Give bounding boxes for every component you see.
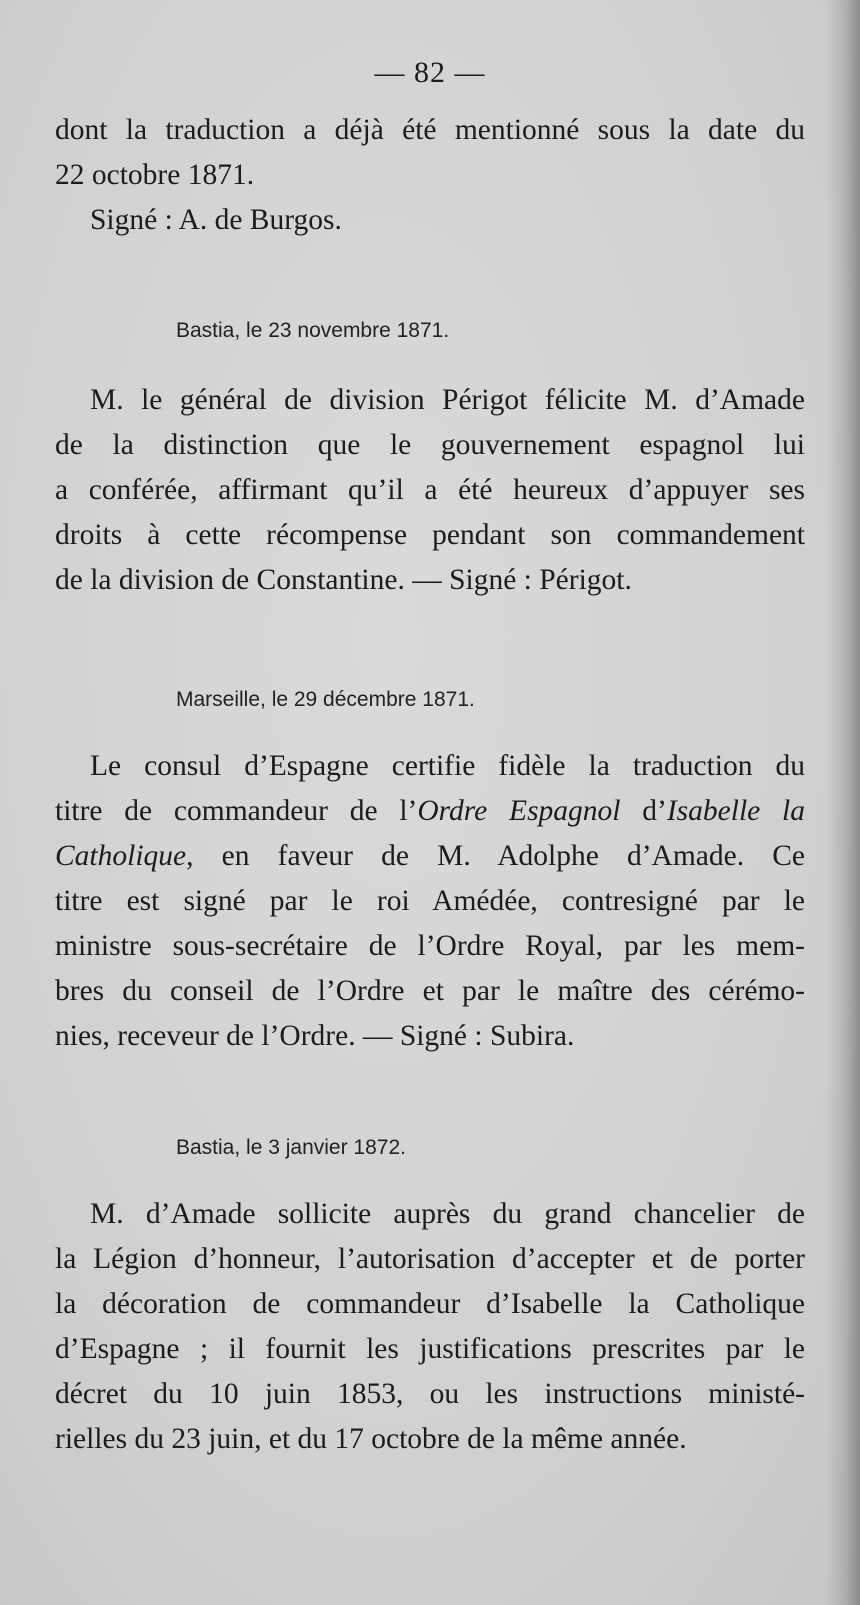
signature-burgos: Signé : A. de Burgos. <box>90 204 342 236</box>
italic-catholique: Catholique <box>55 840 187 872</box>
italic-ordre-espagnol: Ordre Espagnol <box>417 795 621 827</box>
text-line: la Légion d’honneur, l’autorisation d’accepter et de porter <box>55 1243 805 1275</box>
paragraph-3 <box>55 744 805 1059</box>
text-line: rielles du 23 juin, et du 17 octobre de la même année. <box>55 1423 687 1455</box>
text-line: M. d’Amade sollicite auprès du grand chancelier de <box>90 1198 805 1230</box>
page-edge-shadow <box>826 0 860 1605</box>
text-line: de la division de Constantine. — Signé : Périgot. <box>55 564 632 596</box>
text-line: ministre sous-secrétaire de l’Ordre Royal, par les mem- <box>55 930 805 962</box>
text-line: titre est signé par le roi Amédée, contresigné par le <box>55 885 805 917</box>
text-line: nies, receveur de l’Ordre. — Signé : Subira. <box>55 1020 575 1052</box>
page-number: — 82 — <box>374 56 486 89</box>
paragraph-1 <box>55 108 805 243</box>
text-line: Catholique, en faveur de M. Adolphe d’Amade. Ce <box>55 840 805 872</box>
dateline-bastia-1871: Bastia, le 23 novembre 1871. <box>176 319 450 342</box>
text-line: bres du conseil de l’Ordre et par le maître des cérémo- <box>55 975 805 1007</box>
text-line: 22 octobre 1871. <box>55 159 255 191</box>
text-line: droits à cette récompense pendant son commandement <box>55 519 805 551</box>
text-line: titre de commandeur de l’Ordre Espagnol d’Isabelle la <box>55 795 805 827</box>
text-line: la décoration de commandeur d’Isabelle la Catholique <box>55 1288 805 1320</box>
dateline-marseille-1871: Marseille, le 29 décembre 1871. <box>176 688 475 711</box>
text-line: décret du 10 juin 1853, ou les instructions ministé- <box>55 1378 805 1410</box>
text-line: de la distinction que le gouvernement espagnol lui <box>55 429 805 461</box>
text-line: dont la traduction a déjà été mentionné sous la date du <box>55 114 805 146</box>
paragraph-2 <box>55 378 805 603</box>
text-line: M. le général de division Périgot félicite M. d’Amade <box>90 384 805 416</box>
italic-isabelle: Isabelle la <box>666 795 805 827</box>
text-line: Le consul d’Espagne certifie fidèle la traduction du <box>90 750 805 782</box>
paragraph-4 <box>55 1192 805 1462</box>
text-line: d’Espagne ; il fournit les justifications prescrites par le <box>55 1333 805 1365</box>
text-line: a conférée, affirmant qu’il a été heureux d’appuyer ses <box>55 474 805 506</box>
dateline-bastia-1872: Bastia, le 3 janvier 1872. <box>176 1136 406 1159</box>
